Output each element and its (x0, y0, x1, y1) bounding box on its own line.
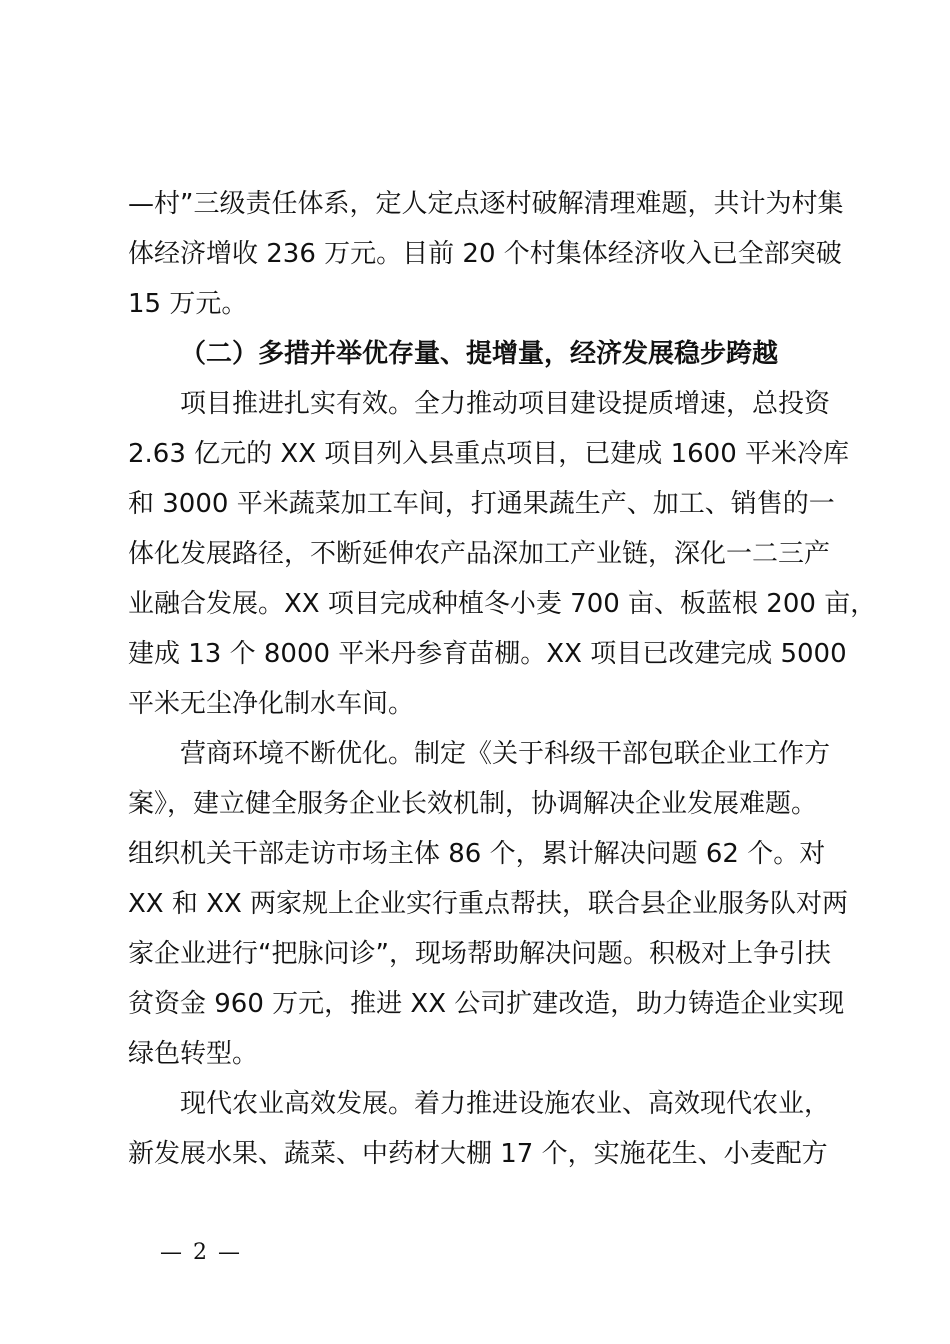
paragraph-line: XX 和 XX 两家规上企业实行重点帮扶，联合县企业服务队对两 (128, 889, 849, 919)
paragraph-line: 绿色转型。 (128, 1039, 259, 1069)
paragraph-line: 营商环境不断优化。制定《关于科级干部包联企业工作方 (180, 739, 831, 769)
paragraph-line: 和 3000 平米蔬菜加工车间，打通果蔬生产、加工、销售的一 (128, 489, 835, 519)
paragraph-line: 平米无尘净化制水车间。 (128, 689, 415, 719)
paragraph-line: 贫资金 960 万元，推进 XX 公司扩建改造，助力铸造企业实现 (128, 989, 845, 1019)
paragraph-line: —村”三级责任体系，定人定点逐村破解清理难题，共计为村集 (128, 189, 844, 219)
paragraph-line: 新发展水果、蔬菜、中药材大棚 17 个，实施花生、小麦配方 (128, 1139, 828, 1169)
paragraph-line: 组织机关干部走访市场主体 86 个，累计解决问题 62 个。对 (128, 839, 826, 869)
paragraph-line: 案》，建立健全服务企业长效机制，协调解决企业发展难题。 (128, 789, 818, 819)
paragraph-line: 业融合发展。XX 项目完成种植冬小麦 700 亩、板蓝根 200 亩， (128, 589, 877, 619)
paragraph-line: 15 万元。 (128, 289, 248, 319)
paragraph-line: 建成 13 个 8000 平米丹参育苗棚。XX 项目已改建完成 5000 (128, 639, 847, 669)
paragraph-line: 项目推进扎实有效。全力推动项目建设提质增速，总投资 (180, 389, 831, 419)
paragraph-line: 体化发展路径，不断延伸农产品深加工产业链，深化一二三产 (128, 539, 831, 569)
paragraph-line: 家企业进行“把脉问诊”，现场帮助解决问题。积极对上争引扶 (128, 939, 831, 969)
paragraph-line: 现代农业高效发展。着力推进设施农业、高效现代农业， (180, 1089, 831, 1119)
page-number: — 2 — (160, 1240, 242, 1265)
paragraph-line: 体经济增收 236 万元。目前 20 个村集体经济收入已全部突破 (128, 239, 842, 269)
section-heading: （二）多措并举优存量、提增量，经济发展稳步跨越 (180, 339, 779, 369)
paragraph-line: 2.63 亿元的 XX 项目列入县重点项目，已建成 1600 平米冷库 (128, 439, 850, 469)
